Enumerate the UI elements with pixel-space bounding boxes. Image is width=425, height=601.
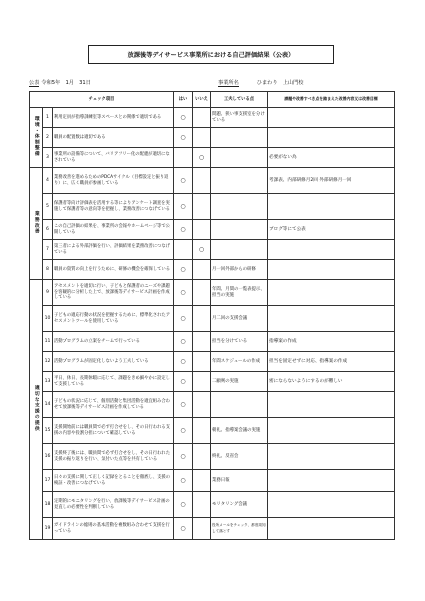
effort-note — [211, 240, 268, 260]
row-number: 1 — [43, 108, 53, 128]
table-row — [30, 280, 395, 306]
improvement-note: ブログ等にて公表 — [268, 220, 395, 240]
publish-date-value: 令和5年 1月 31日 — [41, 80, 91, 86]
no-mark — [193, 332, 211, 352]
improvement-note — [268, 444, 395, 470]
improvement-note — [268, 240, 395, 260]
no-mark — [193, 444, 211, 470]
yes-mark: ○ — [174, 280, 193, 306]
yes-mark: ○ — [174, 392, 193, 418]
check-item: 事業所の設備等について、バリアフリー化の配慮が適切になされている — [53, 148, 174, 168]
effort-note — [211, 128, 268, 148]
improvement-note — [268, 260, 395, 280]
no-mark — [193, 372, 211, 392]
improvement-note — [268, 492, 395, 518]
category-appropriate-support — [30, 280, 43, 540]
no-mark — [193, 352, 211, 372]
header-check-item: チェック項目 — [30, 92, 174, 108]
no-mark — [193, 128, 211, 148]
yes-mark: ○ — [174, 260, 193, 280]
no-mark — [193, 280, 211, 306]
effort-note: 二顧剣の実施 — [211, 372, 268, 392]
yes-mark: ○ — [174, 128, 193, 148]
document-title — [88, 45, 334, 64]
category-business-improvement — [30, 168, 43, 280]
yes-mark: ○ — [174, 352, 193, 372]
no-mark — [193, 492, 211, 518]
no-mark — [193, 194, 211, 220]
check-item: ガイドラインの総則の基本活動を複数組み合わせて支援を行っている — [53, 518, 174, 540]
row-number: 19 — [43, 518, 53, 540]
check-item: 職員の資質の向上を行うために、研修の機会を確保している — [53, 260, 174, 280]
header-no: いいえ — [193, 92, 211, 108]
yes-mark: ○ — [174, 108, 193, 128]
category-appropriate-support-label: 適切な支援の提供 — [33, 385, 39, 432]
table-row — [30, 240, 395, 260]
effort-note: 年間スケジュールの作成 — [211, 352, 268, 372]
check-item: 活動プログラムが固定化しないよう工夫している — [53, 352, 174, 372]
check-item: 平日、休日、長期休暇に応じて、課題をきめ細やかに設定して支援している — [53, 372, 174, 392]
table-row — [30, 108, 395, 128]
office-name: ひまわり 上山門校 — [256, 80, 304, 86]
table-row — [30, 220, 395, 240]
improvement-note — [268, 518, 395, 540]
check-item: 定期的にモニタリングを行い、放課後等デイサービス計画の見直しの必要性を判断している — [53, 492, 174, 518]
effort-note — [211, 168, 268, 194]
improvement-note: 必要がない為 — [268, 148, 395, 168]
check-item: 活動プログラムの立案をチームで行っている — [53, 332, 174, 352]
yes-mark: ○ — [174, 168, 193, 194]
effort-note — [211, 148, 268, 168]
improvement-note: 密にならないようにするのが難しい — [268, 372, 395, 392]
row-number: 4 — [43, 168, 53, 194]
row-number: 17 — [43, 470, 53, 492]
no-mark — [193, 108, 211, 128]
no-mark — [193, 168, 211, 194]
table-row — [30, 332, 395, 352]
no-mark — [193, 220, 211, 240]
improvement-note — [268, 194, 395, 220]
row-number: 7 — [43, 240, 53, 260]
improvement-note — [268, 108, 395, 128]
check-item: 日々の支援に関して正しく記録をとることを徹底し、支援の検証・改善につなげている — [53, 470, 174, 492]
check-item: 支援開始前には職員間で必ず打合せをし、その日行われる支援の内容や役割分担について確認している — [53, 418, 174, 444]
no-mark: ○ — [193, 240, 211, 260]
office-label: 事業所名 — [218, 80, 239, 86]
check-item: 第三者による外部評価を行い、評価結果を業務改善につなげている — [53, 240, 174, 260]
category-business-improvement-label: 業務改善 — [33, 210, 39, 234]
improvement-note: 担当を固定せずに対応、指導案の作成 — [268, 352, 395, 372]
no-mark — [193, 418, 211, 444]
yes-mark: ○ — [174, 470, 193, 492]
check-item: 保護者等向け評価表を活用する等によりアンケート調査を実施して保護者等の意向等を把握し、業務改善につなげている — [53, 194, 174, 220]
table-row — [30, 128, 395, 148]
row-number: 11 — [43, 332, 53, 352]
header-improvement: 課題や改善すべき点を踏まえた改善内容又は改善目標 — [268, 92, 395, 108]
yes-mark: ○ — [174, 220, 193, 240]
improvement-note — [268, 128, 395, 148]
row-number: 6 — [43, 220, 53, 240]
table-row — [30, 418, 395, 444]
row-number: 10 — [43, 306, 53, 332]
document-title-text: 放課後等デイサービス事業所における自己評価結果（公表） — [127, 52, 295, 59]
effort-note: 問題、狭い事支援室を分けている — [211, 108, 268, 128]
no-mark — [193, 392, 211, 418]
effort-note: 役所メールをチェック、都度周知して落とす — [211, 518, 268, 540]
improvement-note — [268, 392, 395, 418]
row-number: 16 — [43, 444, 53, 470]
check-item: 職員の配置数は適切である — [53, 128, 174, 148]
yes-mark — [174, 240, 193, 260]
table-row — [30, 518, 395, 540]
effort-note: 朝礼、指導案会議の実施 — [211, 418, 268, 444]
effort-note: 年間、月間の一覧表提示、担当の実施 — [211, 280, 268, 306]
header-effort: 工夫している点 — [211, 92, 268, 108]
category-environment-label: 環境・体制整備 — [33, 115, 39, 157]
header-yes: はい — [174, 92, 193, 108]
table-row — [30, 352, 395, 372]
table-row — [30, 306, 395, 332]
yes-mark: ○ — [174, 418, 193, 444]
no-mark — [193, 260, 211, 280]
effort-note: 担当を分けている — [211, 332, 268, 352]
check-item: 利用定員が指導訓練室等スペースとの関係で適切である — [53, 108, 174, 128]
evaluation-table — [29, 91, 395, 540]
yes-mark: ○ — [174, 372, 193, 392]
check-item: この自己評価の結果を、事業所の会報やホームページ等で公開している — [53, 220, 174, 240]
check-item: アセスメントを適切に行い、子どもと保護者のニーズや課題を客観的に分析した上で、放課後等デイサービス計画を作成している — [53, 280, 174, 306]
yes-mark: ○ — [174, 518, 193, 540]
table-row — [30, 148, 395, 168]
no-mark — [193, 306, 211, 332]
effort-note: 月二回の支援会議 — [211, 306, 268, 332]
row-number: 3 — [43, 148, 53, 168]
yes-mark: ○ — [174, 194, 193, 220]
effort-note — [211, 220, 268, 240]
table-row — [30, 372, 395, 392]
table-row — [30, 168, 395, 194]
publish-label: 公表 — [29, 80, 40, 86]
yes-mark: ○ — [174, 306, 193, 332]
effort-note — [211, 194, 268, 220]
table-row — [30, 492, 395, 518]
row-number: 9 — [43, 280, 53, 306]
check-item: 支援終了後には、職員間で必ず打合せをし、その日行われた支援の振り返りを行い、気付いた点等を共有している — [53, 444, 174, 470]
row-number: 18 — [43, 492, 53, 518]
yes-mark: ○ — [174, 444, 193, 470]
table-row — [30, 444, 395, 470]
no-mark: ○ — [193, 148, 211, 168]
row-number: 2 — [43, 128, 53, 148]
effort-note: 月一回外部からの研修 — [211, 260, 268, 280]
effort-note: モリタリング会議 — [211, 492, 268, 518]
improvement-note: 指導案の作成 — [268, 332, 395, 352]
table-row — [30, 260, 395, 280]
check-item: 業務改善を進めるためのPDCAサイクル（目標設定と振り返り）に、広く職員が参画している — [53, 168, 174, 194]
table-row — [30, 470, 395, 492]
effort-note — [211, 392, 268, 418]
table-row — [30, 392, 395, 418]
yes-mark — [174, 148, 193, 168]
improvement-note — [268, 280, 395, 306]
check-item: 子どもの状況に応じて、個別活動と集団活動を適宜組み合わせて放課後等デイサービス計画を作成している — [53, 392, 174, 418]
yes-mark: ○ — [174, 332, 193, 352]
row-number: 12 — [43, 352, 53, 372]
no-mark — [193, 470, 211, 492]
row-number: 5 — [43, 194, 53, 220]
category-environment — [30, 108, 43, 168]
improvement-note — [268, 470, 395, 492]
row-number: 14 — [43, 392, 53, 418]
effort-note: 終礼、反省会 — [211, 444, 268, 470]
effort-note: 業務日報 — [211, 470, 268, 492]
table-row — [30, 194, 395, 220]
row-number: 13 — [43, 372, 53, 392]
office-info — [218, 79, 303, 86]
row-number: 15 — [43, 418, 53, 444]
no-mark — [193, 518, 211, 540]
table-header-row — [30, 92, 395, 108]
improvement-note — [268, 306, 395, 332]
publish-date — [29, 79, 91, 86]
improvement-note: 考課表、内部研修月2回 外部研修月一回 — [268, 168, 395, 194]
yes-mark: ○ — [174, 492, 193, 518]
improvement-note — [268, 418, 395, 444]
row-number: 8 — [43, 260, 53, 280]
check-item: 子どもの適応行動の状況を把握するために、標準化されたアセスメントツールを使用している — [53, 306, 174, 332]
